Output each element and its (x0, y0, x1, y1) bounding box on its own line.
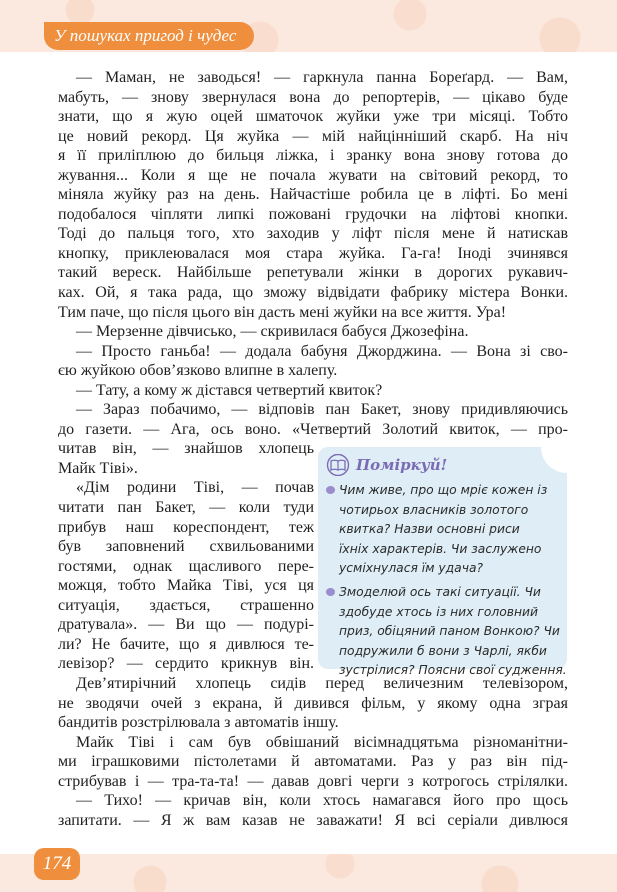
question-line: Змоделюй ось такі ситуації. Чи (339, 584, 541, 599)
question-line: приз, обіцяний паном Вонкою? Чи (339, 624, 560, 639)
text-line: можця, тобто Майка Тіві, уся ця (58, 577, 314, 595)
text-line: єю жуйкою обов’язково влипне в халепу. (58, 362, 338, 380)
paragraph-3 (58, 342, 568, 381)
text-line: — Мерзенне дівчисько, — скривилася бабуся Джозефіна. (76, 323, 469, 341)
text-line: — Просто ганьба! — додала бабуня Джорджина. — Вона зі сво- (76, 342, 568, 360)
open-book-icon (326, 454, 350, 476)
text-line: Дев’ятирічний хлопець сидів перед величезним телевізором, (76, 674, 568, 692)
text-line: бандитів розстрілювала з автоматів іншу. (58, 714, 339, 732)
text-line: був заповнений схвильованими (58, 538, 314, 556)
list-item (326, 583, 567, 681)
text-line: — Тату, а кому ж дістався четвертий квиток? (76, 381, 383, 399)
text-line: Тоді до пальця того, хто заходив у ліфт після мене й натискав (58, 225, 568, 243)
question-line: усміхнулася їм удача? (339, 561, 484, 576)
think-box (318, 447, 567, 678)
paragraph-6 (58, 478, 314, 673)
text-line: Тим паче, що після цього він дасть мені жуйки на все життя. Ура! (58, 303, 507, 321)
text-line: подобалося чіпляти липкі пожовані грудочки на ліфтові кнопки. (58, 205, 568, 223)
bullet-dot-icon (326, 588, 335, 596)
footer-decor-band (0, 854, 617, 892)
text-line: Майк Тіві і сам був обвішаний вісімнадцятьма різноманітни- (76, 733, 568, 751)
text-line: ситуація, здається, страшенно (58, 596, 314, 614)
question-text (339, 481, 547, 579)
text-line: кнопку, приклеювалася моя стара жуйка. Га-га! Іноді зчинявся (58, 244, 568, 262)
think-box-header (326, 453, 447, 477)
text-line: Майк Тіві». (58, 459, 138, 477)
question-list (326, 481, 567, 685)
text-line: це новий рекорд. Ця жуйка — мій найцінніший скарб. На ніч (58, 127, 568, 145)
text-line: дратувала». — Ви що — подурі- (58, 616, 314, 634)
paragraph-8 (58, 733, 568, 792)
text-line: не зводячи очей з екрана, й дивився фільм, у якому одна зграя (58, 694, 568, 712)
text-line: стрибував і — тра-та-та! — давав довгі черги з котрогось стрілялки. (58, 772, 568, 790)
question-line: здобуде хтось із них головний (339, 604, 539, 619)
section-title-tab: У пошуках пригод і чудес (44, 22, 254, 50)
question-text (339, 583, 567, 681)
think-box-title: Поміркуй! (356, 456, 448, 474)
text-line: запитати. — Я ж вам казав не заважати! Я всі серіали дивлюся (58, 811, 568, 829)
text-line: прибув наш кореспондент, теж (58, 518, 314, 536)
question-line: подружили б вони з Чарлі, якби (339, 643, 547, 658)
text-line: ках. Ой, я така рада, що зможу відвідати фабрику містера Вонки. (58, 284, 568, 302)
text-line: гостями, однак щасливого пере- (58, 557, 314, 575)
bullet-dot-icon (326, 486, 335, 494)
text-line: левізор? — сердито крикнув він. (58, 655, 314, 673)
paragraph-4 (58, 381, 568, 401)
text-line: такий вереск. Найбільше репетували жінки в дорогих рукавич- (58, 264, 568, 282)
text-line: — Тихо! — кричав він, коли хтось намагався його про щось (76, 792, 568, 810)
text-line: ми іграшковими пістолетами й автоматами. Раз у раз він під- (58, 753, 568, 771)
text-line: «Дім родини Тіві, — почав (76, 479, 314, 497)
text-line: читати пан Бакет, — коли туди (58, 499, 314, 517)
question-line: чотирьох власників золотого (339, 502, 529, 517)
text-line: мабуть, — знову звернулася вона до репортерів, — цікаво буде (58, 88, 568, 106)
question-line: Чим живе, про що мріє кожен із (339, 483, 548, 497)
paragraph-9 (58, 791, 568, 830)
page-number: 174 (34, 848, 80, 880)
text-line: — Зараз побачимо, — відповів пан Бакет, знову придивляючись (76, 401, 568, 419)
text-line: до газети. — Ага, ось воно. «Четвертий Золотий квиток, — про- (58, 420, 568, 438)
question-line: квитка? Назви основні риси (339, 522, 520, 537)
text-line: читав він, — знайшов хлопець (58, 440, 314, 458)
list-item (326, 481, 562, 579)
text-line: знати, що я жую оцей шматочок жуйки уже три місяці. Тобто (58, 108, 568, 126)
text-line: жування... Коли я ще не почала жувати на світовий рекорд, то (58, 166, 568, 184)
text-line: міняла жуйку раз на день. Найчастіше робила це в ліфті. Бо мені (58, 186, 568, 204)
paragraph-1 (58, 68, 568, 322)
question-line: зустрілися? Поясни свої судження. (339, 663, 567, 678)
text-line: ли? Не бачите, що я дивлюся те- (58, 635, 314, 653)
paragraph-2 (58, 322, 568, 342)
text-line: — Маман, не заводься! — гаркнула панна Бореґард. — Вам, (76, 69, 568, 86)
text-line: я її приліплюю до бильця ліжка, і зранку вона знову готова до (58, 147, 568, 165)
question-line: їхніх характерів. Чи заслужено (339, 541, 542, 556)
